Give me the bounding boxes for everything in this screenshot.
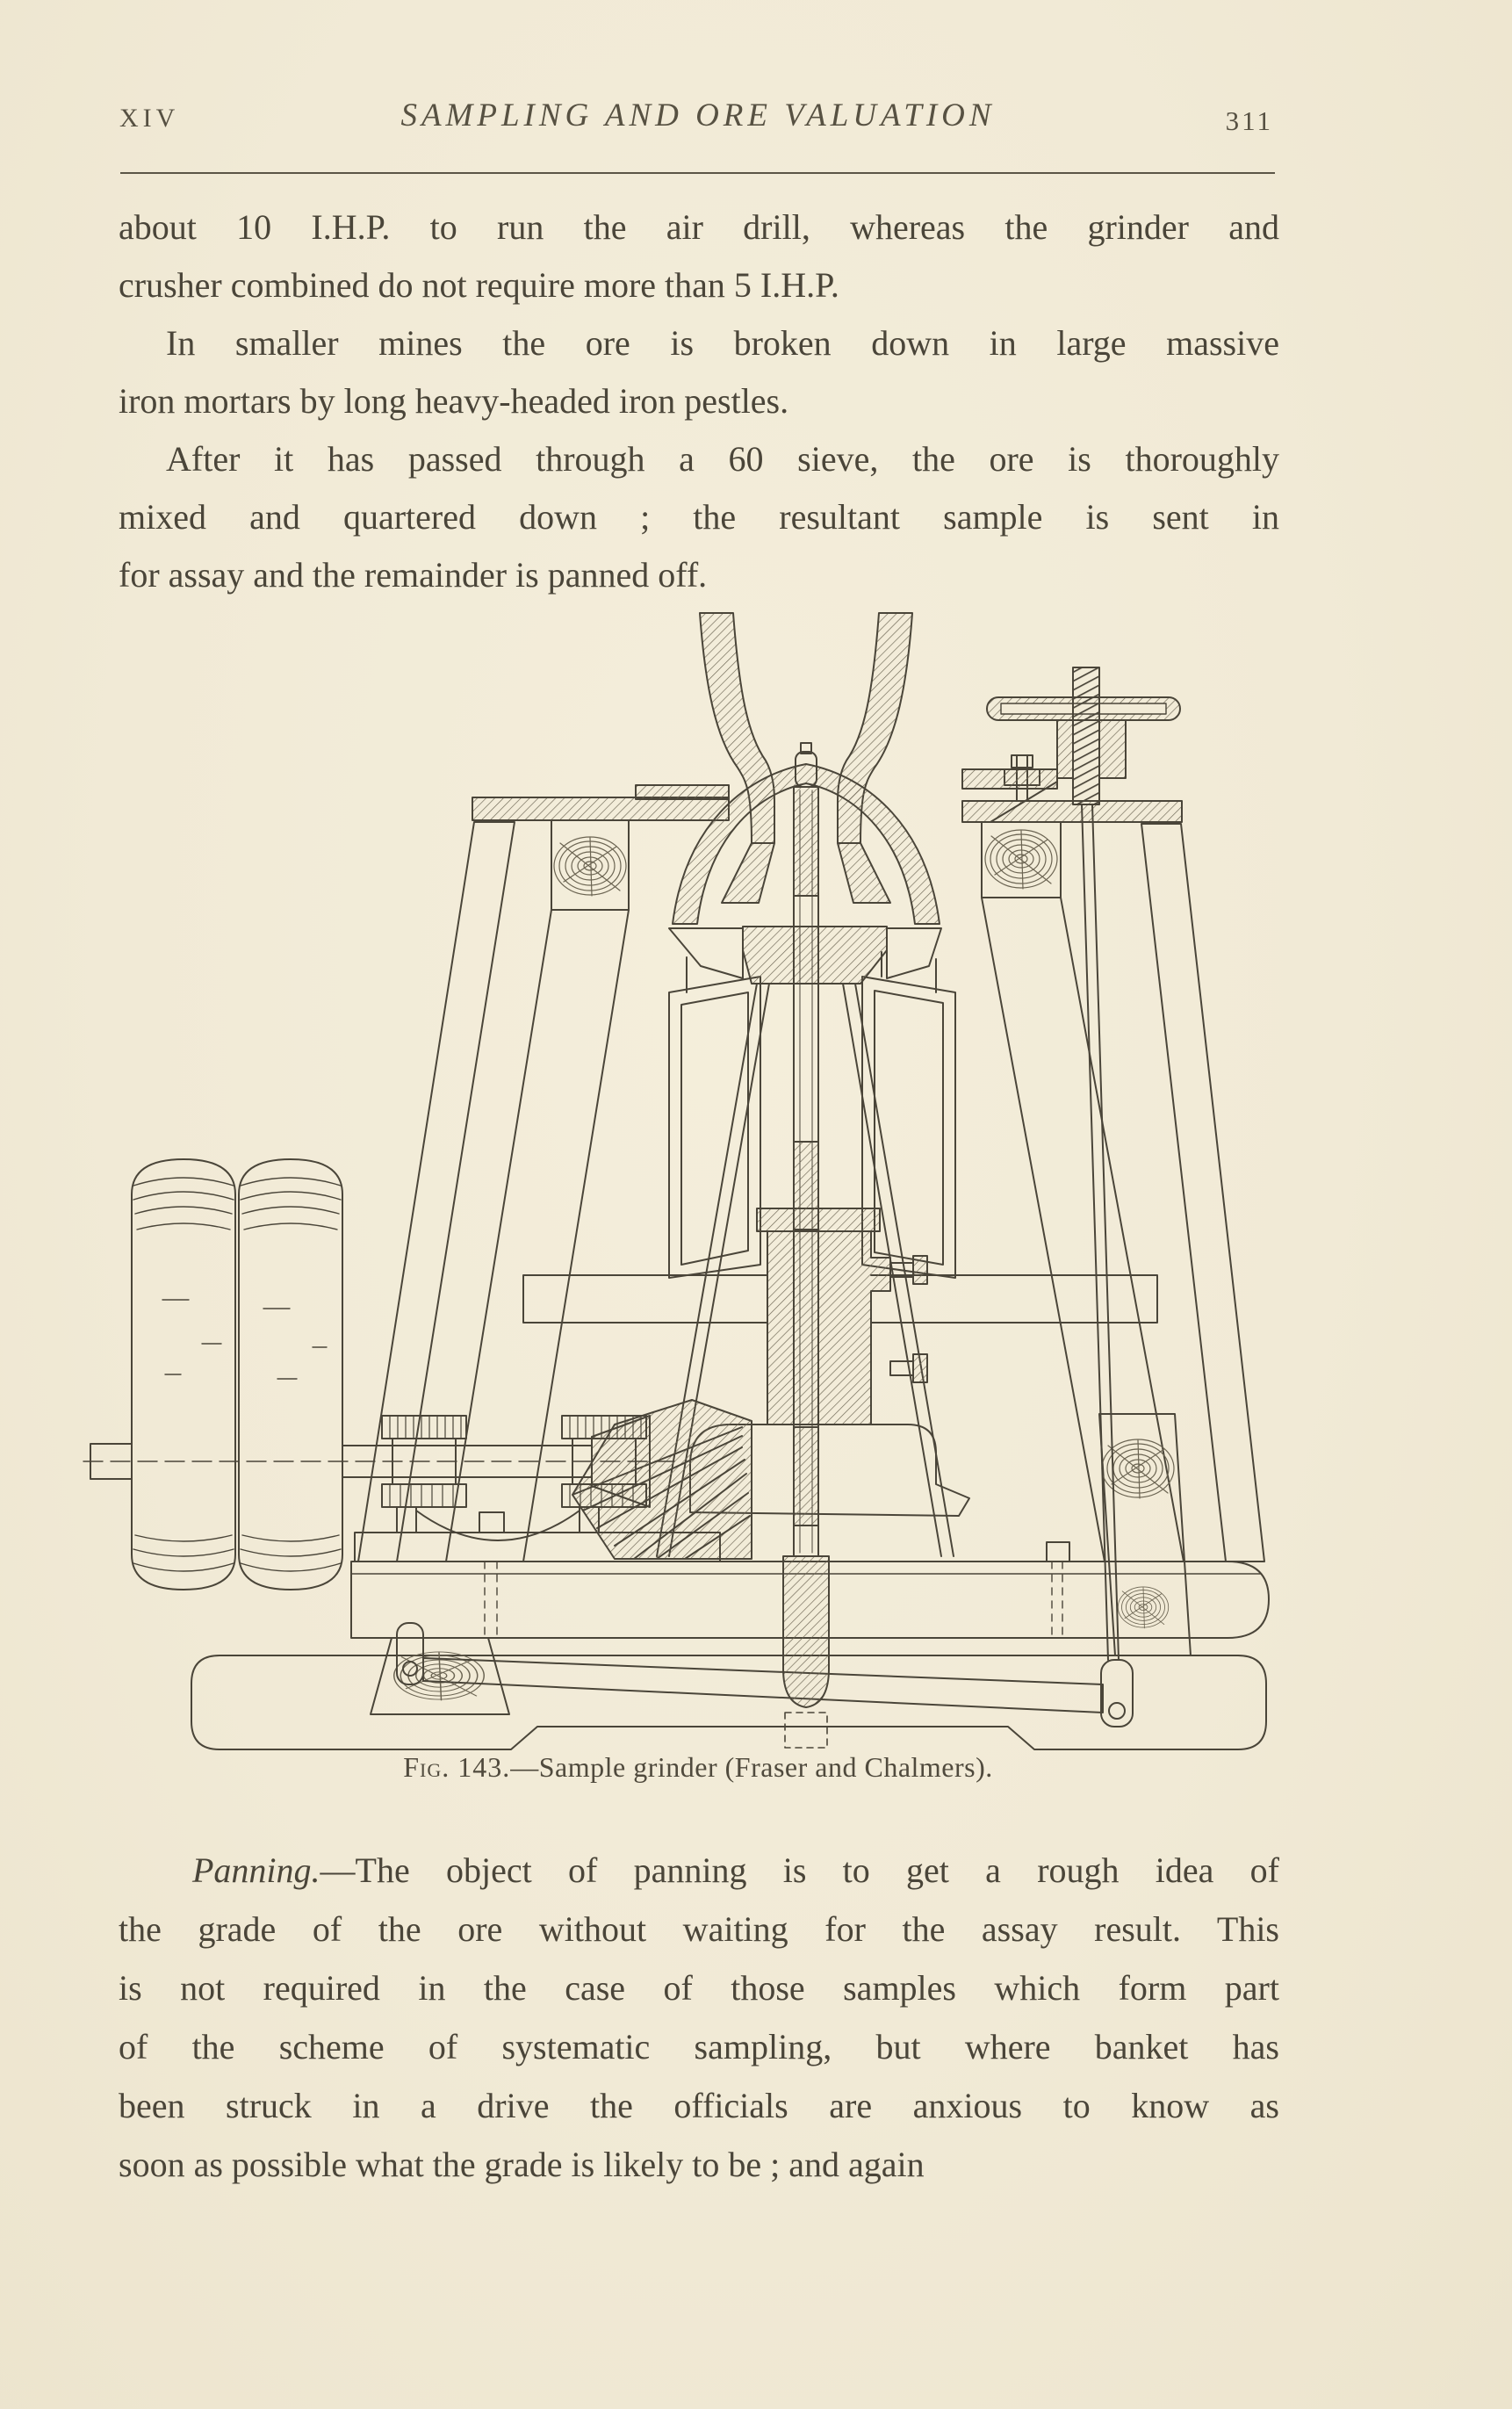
text-line: After it has passed through a 60 sieve, the ore is thoroughly [166,439,1279,479]
figure-caption [0,1751,1396,1784]
text-line: In smaller mines the ore is broken down in large massive [166,323,1279,363]
text-line: mixed and quartered down ; the resultant sample is sent in [119,497,1279,537]
page-number: 311 [1225,105,1273,136]
chapter-numeral: XIV [119,104,180,133]
text-line: soon as possible what the grade is likely to be ; and again [119,2145,925,2184]
panning-first-line: —The object of panning is to get a rough idea of [320,1850,1279,1890]
sample-grinder-engraving [0,580,1512,1756]
text-line: for assay and the remainder is panned off. [119,555,708,595]
text-line [119,1841,1279,1900]
text-line: iron mortars by long heavy-headed iron pestles. [119,381,789,421]
figure-caption-text: —Sample grinder (Fraser and Chalmers). [510,1751,993,1783]
running-title: SAMPLING AND ORE VALUATION [400,97,996,133]
text-line: is not required in the case of those samples which form part [119,1968,1279,2008]
figure-caption-label: Fig. 143. [403,1751,511,1783]
panning-lead: Panning. [192,1850,320,1890]
upper-paragraphs [119,198,1279,604]
panning-paragraph [119,1841,1279,2194]
header-rule [120,172,1275,174]
text-line: crusher combined do not require more than 5 I.H.P. [119,265,839,305]
text-line: the grade of the ore without waiting for the assay result. This [119,1909,1279,1949]
figure-143 [0,580,1512,1756]
text-line: of the scheme of systematic sampling, but where banket has [119,2027,1279,2066]
text-line: been struck in a drive the officials are anxious to know as [119,2086,1279,2125]
text-line: about 10 I.H.P. to run the air drill, whereas the grinder and [119,207,1279,247]
